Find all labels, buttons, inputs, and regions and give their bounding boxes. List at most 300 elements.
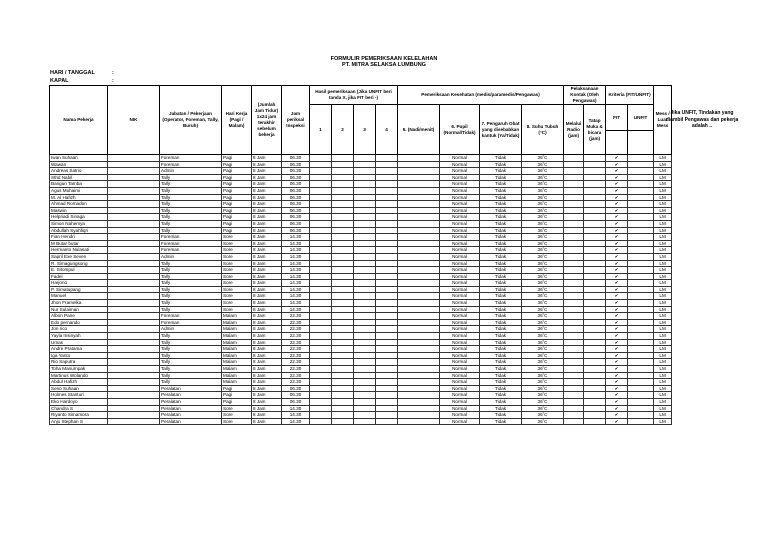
header-unfit-spacer <box>628 131 654 155</box>
cell-1 <box>310 168 332 175</box>
cell-2 <box>332 187 354 194</box>
cell-3 <box>354 385 376 392</box>
cell-1 <box>310 339 332 346</box>
cell-pupil: Normal <box>440 398 480 405</box>
cell-tatap <box>584 412 606 419</box>
cell-nama: Yayla Insinyah <box>50 333 108 340</box>
cell-pengaruh: Tidak <box>480 201 522 208</box>
cell-2 <box>332 412 354 419</box>
cell-4 <box>376 273 398 280</box>
cell-1 <box>310 220 332 227</box>
cell-jam-periksa: 22.30 <box>282 379 310 386</box>
cell-jam-tidur: 8 Jam <box>252 346 282 353</box>
cell-hari: Pagi <box>222 187 252 194</box>
cell-jam-tidur: 8 Jam <box>252 339 282 346</box>
cell-tatap <box>584 194 606 201</box>
cell-pengaruh: Tidak <box>480 214 522 221</box>
cell-hari: Sore <box>222 273 252 280</box>
cell-nama: Wawan <box>50 161 108 168</box>
cell-1 <box>310 352 332 359</box>
cell-pengaruh: Tidak <box>480 280 522 287</box>
cell-2 <box>332 234 354 241</box>
cell-jam-periksa: 06.30 <box>282 385 310 392</box>
cell-suhu: 36˚C <box>522 234 564 241</box>
cell-nadi <box>398 201 440 208</box>
cell-3 <box>354 201 376 208</box>
cell-nadi <box>398 385 440 392</box>
cell-suhu: 36˚C <box>522 260 564 267</box>
table-row <box>50 359 672 366</box>
cell-pengaruh: Tidak <box>480 418 522 425</box>
checkmark-icon: ✔ <box>614 174 619 180</box>
cell-mess: LM <box>654 300 672 307</box>
cell-1 <box>310 313 332 320</box>
cell-4 <box>376 234 398 241</box>
cell-2 <box>332 372 354 379</box>
cell-fit <box>606 333 628 340</box>
cell-4 <box>376 161 398 168</box>
cell-jabatan: Tally <box>160 201 222 208</box>
cell-nadi <box>398 155 440 162</box>
cell-pupil: Normal <box>440 372 480 379</box>
cell-2 <box>332 181 354 188</box>
cell-suhu: 36˚C <box>522 161 564 168</box>
cell-2 <box>332 333 354 340</box>
cell-jabatan: Tally <box>160 372 222 379</box>
cell-radio <box>564 306 584 313</box>
cell-jam-periksa: 22.30 <box>282 319 310 326</box>
cell-pupil: Normal <box>440 260 480 267</box>
cell-fit <box>606 405 628 412</box>
cell-fit <box>606 398 628 405</box>
cell-mess: LM <box>654 220 672 227</box>
cell-4 <box>376 207 398 214</box>
cell-4 <box>376 227 398 234</box>
cell-fit <box>606 412 628 419</box>
cell-pengaruh: Tidak <box>480 392 522 399</box>
cell-fit <box>606 267 628 274</box>
header-nadi: 5. (Nadi/menit) <box>398 105 440 155</box>
cell-nadi <box>398 372 440 379</box>
cell-nama: Harjono <box>50 280 108 287</box>
cell-jabatan: Tally <box>160 293 222 300</box>
table-row <box>50 300 672 307</box>
cell-1 <box>310 333 332 340</box>
cell-1 <box>310 293 332 300</box>
cell-nik <box>108 247 160 254</box>
cell-2 <box>332 201 354 208</box>
cell-unfit <box>628 161 654 168</box>
cell-jabatan: Foreman <box>160 234 222 241</box>
cell-pupil: Normal <box>440 359 480 366</box>
cell-jabatan: Tally <box>160 366 222 373</box>
cell-radio <box>564 194 584 201</box>
cell-jam-periksa: 06.30 <box>282 168 310 175</box>
cell-mess: LM <box>654 280 672 287</box>
cell-tatap <box>584 247 606 254</box>
cell-4 <box>376 339 398 346</box>
cell-nik <box>108 220 160 227</box>
cell-unfit <box>628 405 654 412</box>
cell-suhu: 36˚C <box>522 412 564 419</box>
cell-mess: LM <box>654 405 672 412</box>
cell-unfit <box>628 214 654 221</box>
cell-hari: Sore <box>222 280 252 287</box>
checkmark-icon: ✔ <box>614 214 619 220</box>
table-row <box>50 260 672 267</box>
cell-nama: Seno Suhaan <box>50 385 108 392</box>
cell-fit <box>606 385 628 392</box>
cell-pengaruh: Tidak <box>480 267 522 274</box>
cell-hari: Pagi <box>222 398 252 405</box>
cell-pupil: Normal <box>440 168 480 175</box>
cell-2 <box>332 273 354 280</box>
cell-1 <box>310 161 332 168</box>
cell-jabatan: Tally <box>160 260 222 267</box>
cell-jam-periksa: 06.30 <box>282 207 310 214</box>
cell-pupil: Normal <box>440 220 480 227</box>
cell-jam-tidur: 8 Jam <box>252 174 282 181</box>
cell-tatap <box>584 220 606 227</box>
cell-jabatan: Foreman <box>160 155 222 162</box>
cell-1 <box>310 385 332 392</box>
cell-1 <box>310 187 332 194</box>
cell-nama: P. Simatupang <box>50 286 108 293</box>
cell-2 <box>332 286 354 293</box>
cell-suhu: 36˚C <box>522 385 564 392</box>
cell-radio <box>564 220 584 227</box>
cell-3 <box>354 207 376 214</box>
cell-mess: LM <box>654 412 672 419</box>
cell-mess: LM <box>654 181 672 188</box>
cell-unfit <box>628 194 654 201</box>
table-row <box>50 214 672 221</box>
cell-fit <box>606 293 628 300</box>
cell-nadi <box>398 234 440 241</box>
table-row <box>50 333 672 340</box>
header-hasil: Hasil pemeriksaan (Jika UNFIT beri tanda X, jika FIT beri -) <box>310 86 398 105</box>
kapal-field <box>50 77 450 85</box>
cell-2 <box>332 247 354 254</box>
table-row <box>50 253 672 260</box>
cell-tatap <box>584 306 606 313</box>
table-row <box>50 240 672 247</box>
cell-jabatan: Tally <box>160 273 222 280</box>
cell-3 <box>354 260 376 267</box>
cell-3 <box>354 379 376 386</box>
cell-jam-tidur: 8 Jam <box>252 155 282 162</box>
cell-4 <box>376 333 398 340</box>
cell-pengaruh: Tidak <box>480 306 522 313</box>
cell-mess: LM <box>654 366 672 373</box>
cell-1 <box>310 366 332 373</box>
cell-pengaruh: Tidak <box>480 207 522 214</box>
checkmark-icon: ✔ <box>614 161 619 167</box>
cell-tatap <box>584 385 606 392</box>
cell-fit <box>606 187 628 194</box>
checkmark-icon: ✔ <box>614 366 619 371</box>
cell-nik <box>108 366 160 373</box>
cell-nama: Bangun Tamba <box>50 181 108 188</box>
cell-mess: LM <box>654 214 672 221</box>
cell-nama: Iwan Suhaan <box>50 155 108 162</box>
cell-1 <box>310 260 332 267</box>
cell-jam-tidur: 8 Jam <box>252 313 282 320</box>
cell-jam-periksa: 14.30 <box>282 247 310 254</box>
cell-suhu: 36˚C <box>522 174 564 181</box>
cell-unfit <box>628 319 654 326</box>
cell-jam-tidur: 8 Jam <box>252 234 282 241</box>
cell-mess: LM <box>654 398 672 405</box>
cell-3 <box>354 352 376 359</box>
cell-fit <box>606 379 628 386</box>
cell-radio <box>564 359 584 366</box>
cell-1 <box>310 398 332 405</box>
cell-pengaruh: Tidak <box>480 161 522 168</box>
cell-nadi <box>398 214 440 221</box>
cell-nadi <box>398 359 440 366</box>
cell-radio <box>564 412 584 419</box>
cell-radio <box>564 273 584 280</box>
checkmark-icon: ✔ <box>614 201 619 207</box>
checkmark-icon: ✔ <box>614 155 619 160</box>
cell-jabatan: Admin <box>160 253 222 260</box>
cell-tatap <box>584 161 606 168</box>
cell-3 <box>354 273 376 280</box>
cell-pupil: Normal <box>440 326 480 333</box>
cell-pupil: Normal <box>440 227 480 234</box>
cell-hari: Sore <box>222 293 252 300</box>
cell-jabatan: Tally <box>160 280 222 287</box>
cell-pengaruh: Tidak <box>480 220 522 227</box>
cell-suhu: 36˚C <box>522 352 564 359</box>
cell-nadi <box>398 412 440 419</box>
cell-jam-periksa: 14.30 <box>282 280 310 287</box>
cell-nama: Andreas Satrio <box>50 168 108 175</box>
company-name: PT. MITRA SELAKSA LUMBUNG <box>342 62 426 68</box>
cell-tatap <box>584 300 606 307</box>
checkmark-icon: ✔ <box>614 398 619 404</box>
cell-unfit <box>628 300 654 307</box>
cell-jabatan: Peralatan <box>160 398 222 405</box>
table-row <box>50 168 672 175</box>
cell-hari: Sore <box>222 306 252 313</box>
cell-nadi <box>398 398 440 405</box>
cell-fit <box>606 247 628 254</box>
cell-tatap <box>584 267 606 274</box>
cell-jam-tidur: 8 Jam <box>252 405 282 412</box>
cell-unfit <box>628 326 654 333</box>
cell-suhu: 36˚C <box>522 372 564 379</box>
cell-radio <box>564 405 584 412</box>
cell-jam-tidur: 8 Jam <box>252 181 282 188</box>
cell-2 <box>332 326 354 333</box>
cell-mess: LM <box>654 234 672 241</box>
cell-unfit <box>628 293 654 300</box>
cell-jam-periksa: 14.30 <box>282 293 310 300</box>
cell-4 <box>376 392 398 399</box>
cell-jam-periksa: 06.30 <box>282 392 310 399</box>
cell-radio <box>564 418 584 425</box>
cell-3 <box>354 181 376 188</box>
cell-4 <box>376 379 398 386</box>
cell-1 <box>310 194 332 201</box>
cell-mess: LM <box>654 161 672 168</box>
cell-nadi <box>398 346 440 353</box>
cell-2 <box>332 207 354 214</box>
cell-fit <box>606 253 628 260</box>
cell-4 <box>376 286 398 293</box>
cell-tatap <box>584 155 606 162</box>
cell-1 <box>310 412 332 419</box>
cell-fit <box>606 286 628 293</box>
cell-jabatan: Tally <box>160 339 222 346</box>
cell-jam-periksa: 14.30 <box>282 405 310 412</box>
cell-fit <box>606 319 628 326</box>
cell-nama: Umas <box>50 339 108 346</box>
cell-nik <box>108 313 160 320</box>
cell-radio <box>564 234 584 241</box>
cell-suhu: 36˚C <box>522 339 564 346</box>
cell-radio <box>564 161 584 168</box>
cell-jam-periksa: 06.30 <box>282 161 310 168</box>
cell-2 <box>332 398 354 405</box>
cell-jabatan: Tally <box>160 174 222 181</box>
cell-mess: LM <box>654 319 672 326</box>
cell-hari: Pagi <box>222 194 252 201</box>
cell-pengaruh: Tidak <box>480 293 522 300</box>
cell-jam-tidur: 8 Jam <box>252 319 282 326</box>
cell-unfit <box>628 240 654 247</box>
cell-mess: LM <box>654 326 672 333</box>
cell-3 <box>354 214 376 221</box>
cell-nama: M Butar butar <box>50 240 108 247</box>
table-row <box>50 273 672 280</box>
cell-tatap <box>584 293 606 300</box>
cell-mess: LM <box>654 273 672 280</box>
hari-tanggal-field <box>50 69 450 77</box>
cell-tatap <box>584 339 606 346</box>
cell-pengaruh: Tidak <box>480 234 522 241</box>
cell-4 <box>376 220 398 227</box>
cell-nik <box>108 326 160 333</box>
table-row <box>50 293 672 300</box>
cell-2 <box>332 260 354 267</box>
cell-jam-tidur: 8 Jam <box>252 392 282 399</box>
cell-tatap <box>584 319 606 326</box>
cell-hari: Pagi <box>222 174 252 181</box>
cell-fit <box>606 372 628 379</box>
cell-4 <box>376 405 398 412</box>
cell-nik <box>108 214 160 221</box>
cell-2 <box>332 280 354 287</box>
cell-4 <box>376 201 398 208</box>
cell-nama: Iga Yanto <box>50 352 108 359</box>
cell-radio <box>564 319 584 326</box>
table-row <box>50 366 672 373</box>
cell-fit <box>606 418 628 425</box>
cell-nadi <box>398 418 440 425</box>
header-kriteria: Kriteria (FIT/UNFIT) <box>606 86 654 105</box>
cell-jam-tidur: 8 Jam <box>252 306 282 313</box>
cell-nadi <box>398 247 440 254</box>
header-fit: FIT <box>606 105 628 131</box>
cell-suhu: 36˚C <box>522 247 564 254</box>
cell-4 <box>376 366 398 373</box>
cell-hari: Malam <box>222 379 252 386</box>
cell-tatap <box>584 405 606 412</box>
cell-nadi <box>398 339 440 346</box>
cell-jam-tidur: 8 Jam <box>252 161 282 168</box>
cell-suhu: 36˚C <box>522 286 564 293</box>
checkmark-icon: ✔ <box>614 181 619 187</box>
cell-jabatan: Tally <box>160 187 222 194</box>
header-kesehatan: Pemeriksaan Kesehatan (medis/paramedis/Pengawas) <box>398 86 564 105</box>
cell-pengaruh: Tidak <box>480 326 522 333</box>
table-row <box>50 372 672 379</box>
cell-jabatan: Tally <box>160 181 222 188</box>
cell-nama: Abdullah Syahfiqri <box>50 227 108 234</box>
cell-hari: Pagi <box>222 392 252 399</box>
cell-unfit <box>628 366 654 373</box>
cell-pupil: Normal <box>440 333 480 340</box>
checkmark-icon: ✔ <box>614 247 619 253</box>
cell-jam-periksa: 06.30 <box>282 201 310 208</box>
cell-nama: Hermanto Nulasati <box>50 247 108 254</box>
cell-nadi <box>398 286 440 293</box>
cell-hari: Sore <box>222 247 252 254</box>
cell-jam-periksa: 14.30 <box>282 286 310 293</box>
cell-jam-periksa: 22.30 <box>282 359 310 366</box>
cell-nik <box>108 201 160 208</box>
cell-tatap <box>584 326 606 333</box>
cell-nama: Nur Sulaiman <box>50 306 108 313</box>
cell-suhu: 36˚C <box>522 359 564 366</box>
cell-radio <box>564 168 584 175</box>
cell-nik <box>108 286 160 293</box>
cell-jam-tidur: 8 Jam <box>252 247 282 254</box>
cell-nik <box>108 187 160 194</box>
checkmark-icon: ✔ <box>614 280 619 286</box>
cell-4 <box>376 267 398 274</box>
cell-hari: Sore <box>222 418 252 425</box>
cell-tatap <box>584 214 606 221</box>
cell-jam-periksa: 14.30 <box>282 234 310 241</box>
cell-mess: LM <box>654 359 672 366</box>
cell-unfit <box>628 306 654 313</box>
cell-fit <box>606 174 628 181</box>
cell-tatap <box>584 418 606 425</box>
cell-4 <box>376 168 398 175</box>
cell-tatap <box>584 207 606 214</box>
cell-fit <box>606 201 628 208</box>
cell-1 <box>310 326 332 333</box>
cell-jabatan: Peralatan <box>160 392 222 399</box>
cell-radio <box>564 201 584 208</box>
cell-radio <box>564 187 584 194</box>
checkmark-icon: ✔ <box>614 253 619 259</box>
cell-jabatan: Tally <box>160 220 222 227</box>
table-row <box>50 220 672 227</box>
header-unfit: UNFIT <box>628 105 654 131</box>
cell-hari: Malam <box>222 359 252 366</box>
table-body <box>50 155 672 425</box>
cell-pengaruh: Tidak <box>480 339 522 346</box>
cell-nama: Ahmad Romadon <box>50 201 108 208</box>
cell-hari: Pagi <box>222 207 252 214</box>
cell-radio <box>564 300 584 307</box>
cell-3 <box>354 168 376 175</box>
